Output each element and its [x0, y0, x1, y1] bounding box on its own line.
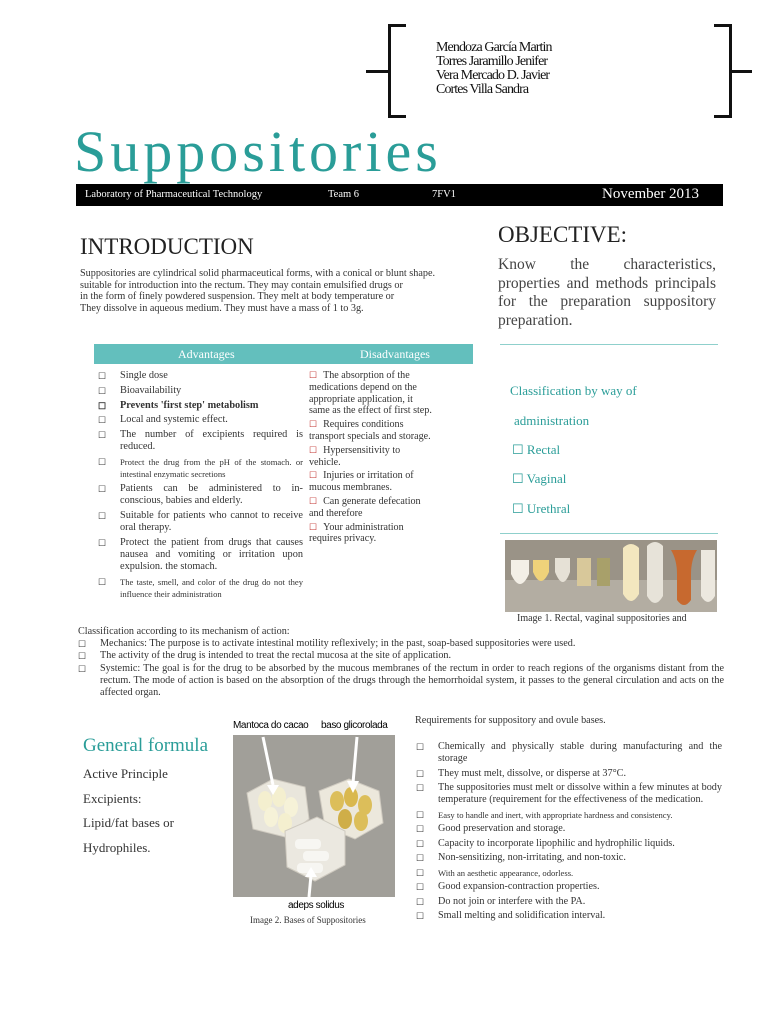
table-header	[94, 344, 473, 364]
advantages-header: Advantages	[178, 347, 235, 361]
formula-item: Hydrophiles.	[83, 839, 151, 855]
checkbox-icon: ☐	[309, 521, 318, 532]
list-item	[416, 852, 722, 864]
list-item	[309, 522, 433, 546]
date-label: November 2013	[602, 186, 700, 202]
checkbox-icon: ☐	[78, 663, 87, 674]
intro-line: They dissolve in aqueous medium. They must have a mass of 1 to 3g.	[80, 302, 364, 314]
list-item: ☐ Mechanics: The purpose is to activate intestinal motility reflexively; in the past, soap-based suppositories were used.	[78, 638, 576, 650]
checkbox-icon: ☐	[416, 742, 425, 752]
checkbox-icon: ☐	[98, 576, 107, 587]
author-name: Vera Mercado D. Javier	[436, 68, 550, 83]
lab-name: Laboratory of Pharmaceutical Technology	[85, 189, 263, 200]
list-item	[98, 456, 303, 480]
author-name: Torres Jaramillo Jenifer	[436, 54, 548, 69]
list-item	[416, 896, 722, 908]
image1-caption: Image 1. Rectal, vaginal suppositories and	[517, 613, 687, 624]
checkbox-icon: ☐	[309, 419, 318, 430]
list-item-text: Bioavailability	[120, 384, 182, 396]
checkbox-icon: ☐	[416, 824, 425, 834]
list-item	[98, 576, 303, 600]
list-item-text: Your administration requires privacy.	[309, 521, 404, 545]
list-item	[416, 768, 722, 780]
route-heading: Classification by way of	[510, 383, 637, 398]
suppositories-photo	[505, 540, 717, 612]
list-item-text: Good expansion-contraction properties.	[438, 881, 600, 892]
label-glicerolada: baso glicorolada	[321, 720, 388, 731]
author-list	[436, 41, 552, 97]
checkbox-icon: ☐	[416, 809, 425, 820]
intro-line: in the form of finely powdered suspension. They melt at body temperature or	[80, 291, 395, 302]
list-item-text: Good preservation and storage.	[438, 823, 566, 834]
checkbox-icon: ☐	[98, 430, 107, 441]
list-item	[416, 782, 722, 806]
list-item-text: Injuries or irritation of mucous membranes.	[309, 470, 414, 494]
author-name: Mendoza García Martin	[436, 40, 552, 55]
list-item-text: Chemically and physically stable during manufacturing and the storage	[438, 741, 722, 764]
objective-heading: OBJECTIVE:	[498, 222, 628, 247]
list-item-text: Capacity to incorporate lipophilic and hydrophilic liquids.	[438, 837, 675, 849]
list-item-text: Protect the drug from the pH of the stomach. or intestinal enzymatic secretions	[120, 457, 303, 480]
list-item-text: The absorption of the medications depend on the appropriate application, it same as the effect of first step.	[309, 370, 432, 417]
list-item-text: Suitable for patients who cannot to receive oral therapy.	[120, 509, 303, 533]
checkbox-icon: ☐	[98, 371, 107, 381]
header-bar	[76, 184, 723, 206]
author-bracket-left	[388, 24, 406, 118]
list-item	[98, 510, 303, 534]
divider	[500, 533, 718, 534]
checkbox-icon: ☐	[78, 651, 87, 662]
team-label: Team 6	[328, 189, 360, 200]
formula-item: Active Principle	[83, 766, 168, 781]
route-item-rectal: ☐ Rectal	[512, 442, 561, 457]
author-name: Cortes Villa Sandra	[436, 82, 529, 97]
checkbox-icon: ☐	[416, 783, 425, 793]
checkbox-icon: ☐	[98, 510, 107, 521]
list-item-text: Non-sensitizing, non-irritating, and non-toxic.	[438, 852, 626, 863]
list-item-text: The taste, smell, and color of the drug do not they influence their administration	[120, 576, 303, 599]
checkbox-icon: ☐	[309, 444, 318, 455]
checkbox-icon: ☐	[98, 385, 107, 396]
disadvantages-list	[309, 370, 433, 547]
list-item	[416, 838, 722, 850]
bracket-tick-right	[730, 70, 752, 73]
intro-line: Suppositories are cylindrical solid pharmaceutical forms, with a conical or blunt shape.	[80, 268, 436, 279]
checkbox-icon: ☐	[512, 471, 524, 486]
list-item	[98, 400, 303, 412]
list-item-text: Local and systemic effect.	[120, 414, 228, 426]
list-item: ☐ Systemic: The goal is for the drug to be absorbed by the mucous membranes of the rectum in order to reach regions of the organisms distant from the rectum. The mode of action is based on the absorption of the drugs through the hemorrhoidal system, it passes to the general circulation and acts on the affected organ.	[78, 662, 724, 699]
list-item-text: Easy to handle and inert, with appropriate hardness and consistency.	[438, 809, 673, 820]
list-item-text: Protect the patient from drugs that causes nausea and vomiting or irritation upon expulsion. the stomach.	[120, 536, 303, 573]
list-item	[416, 823, 722, 835]
list-item	[309, 470, 433, 494]
list-item	[98, 483, 303, 507]
checkbox-icon: ☐	[98, 457, 107, 468]
list-item-text: They must melt, dissolve, or disperse at 37°C.	[438, 767, 626, 779]
checkbox-icon: ☐	[416, 867, 425, 878]
list-item-text: The number of excipients required is reduced.	[120, 429, 303, 453]
list-item	[98, 370, 303, 382]
label-cacao: Mantoca do cacao	[233, 720, 309, 731]
checkbox-icon: ☐	[416, 882, 425, 892]
list-item-text: The suppositories must melt or dissolve within a few minutes at body temperature (requirement for the effectiveness of the medication.	[438, 782, 722, 805]
list-item-text: With an aesthetic appearance, odorless.	[438, 867, 574, 878]
checkbox-icon: ☐	[416, 853, 425, 863]
suppositories-illustration	[505, 540, 717, 612]
advantages-list	[98, 370, 303, 603]
list-item	[98, 385, 303, 397]
checkbox-icon: ☐	[309, 495, 318, 506]
route-item-urethral: ☐ Urethral	[512, 501, 571, 516]
list-item	[309, 445, 433, 469]
formula-item: Excipients:	[83, 790, 142, 806]
bases-photo	[233, 735, 395, 897]
page-title: Suppositories	[74, 119, 442, 184]
divider	[500, 344, 718, 345]
list-item-text: Requires conditions transport specials and storage.	[309, 419, 431, 442]
checkbox-icon: ☐	[416, 838, 425, 849]
checkbox-icon: ☐	[512, 501, 524, 516]
requirements-heading: Requirements for suppository and ovule bases.	[415, 715, 606, 726]
list-item	[98, 429, 303, 453]
checkbox-icon: ☐	[416, 768, 425, 779]
mechanism-heading: Classification according to its mechanism of action:	[78, 626, 290, 637]
list-item	[98, 537, 303, 574]
mechanism-section	[78, 626, 724, 699]
group-label: 7FV1	[432, 189, 456, 200]
list-item	[416, 881, 722, 893]
list-item: ☐ The activity of the drug is intended to treat the rectal mucosa at the site of application.	[78, 650, 452, 662]
checkbox-icon: ☐	[309, 370, 318, 380]
checkbox-icon: ☐	[98, 400, 107, 411]
list-item-text: Small melting and solidification interval.	[438, 910, 606, 921]
list-item	[416, 809, 722, 821]
checkbox-icon: ☐	[416, 896, 425, 907]
checkbox-icon: ☐	[78, 639, 87, 650]
checkbox-icon: ☐	[512, 442, 524, 457]
general-formula-heading: General formula	[83, 735, 209, 756]
checkbox-icon: ☐	[98, 537, 107, 548]
general-formula-list	[83, 766, 174, 864]
list-item	[98, 414, 303, 426]
list-item	[309, 496, 433, 520]
introduction-text	[80, 268, 476, 314]
list-item-text: Single dose	[120, 370, 168, 381]
list-item-text: Prevents 'first step' metabolism	[120, 399, 259, 411]
formula-item: Lipid/fat bases or	[83, 815, 174, 831]
checkbox-icon: ☐	[98, 483, 107, 494]
checkbox-icon: ☐	[309, 470, 318, 481]
list-item	[416, 910, 722, 922]
list-item	[416, 741, 722, 765]
list-item-text: Do not join or interfere with the PA.	[438, 895, 586, 907]
bases-illustration	[233, 735, 395, 897]
route-item-vaginal: ☐ Vaginal	[512, 471, 567, 486]
disadvantages-header: Disadvantages	[360, 347, 430, 361]
checkbox-icon: ☐	[416, 911, 425, 921]
image2-caption: Image 2. Bases of Suppositories	[250, 915, 366, 925]
list-item-text: Can generate defecation and therefore	[309, 495, 421, 519]
label-adeps: adeps solidus	[288, 900, 344, 911]
list-item	[309, 419, 433, 443]
list-item-text: Patients can be administered to in-conscious, babies and elderly.	[120, 482, 303, 506]
list-item-text: Hypersensitivity to vehicle.	[309, 444, 401, 468]
bracket-tick-left	[366, 70, 388, 73]
objective-text: Know the characteristics, properties and methods principals for the preparation suppository preparation.	[498, 256, 716, 329]
requirements-list	[416, 741, 722, 925]
route-heading-2: administration	[514, 413, 590, 428]
intro-line: suitable for introduction into the rectum. They may contain emulsified drugs or	[80, 279, 403, 291]
checkbox-icon: ☐	[98, 415, 107, 426]
list-item	[416, 867, 722, 879]
introduction-heading: INTRODUCTION	[80, 234, 254, 259]
list-item	[309, 370, 433, 417]
